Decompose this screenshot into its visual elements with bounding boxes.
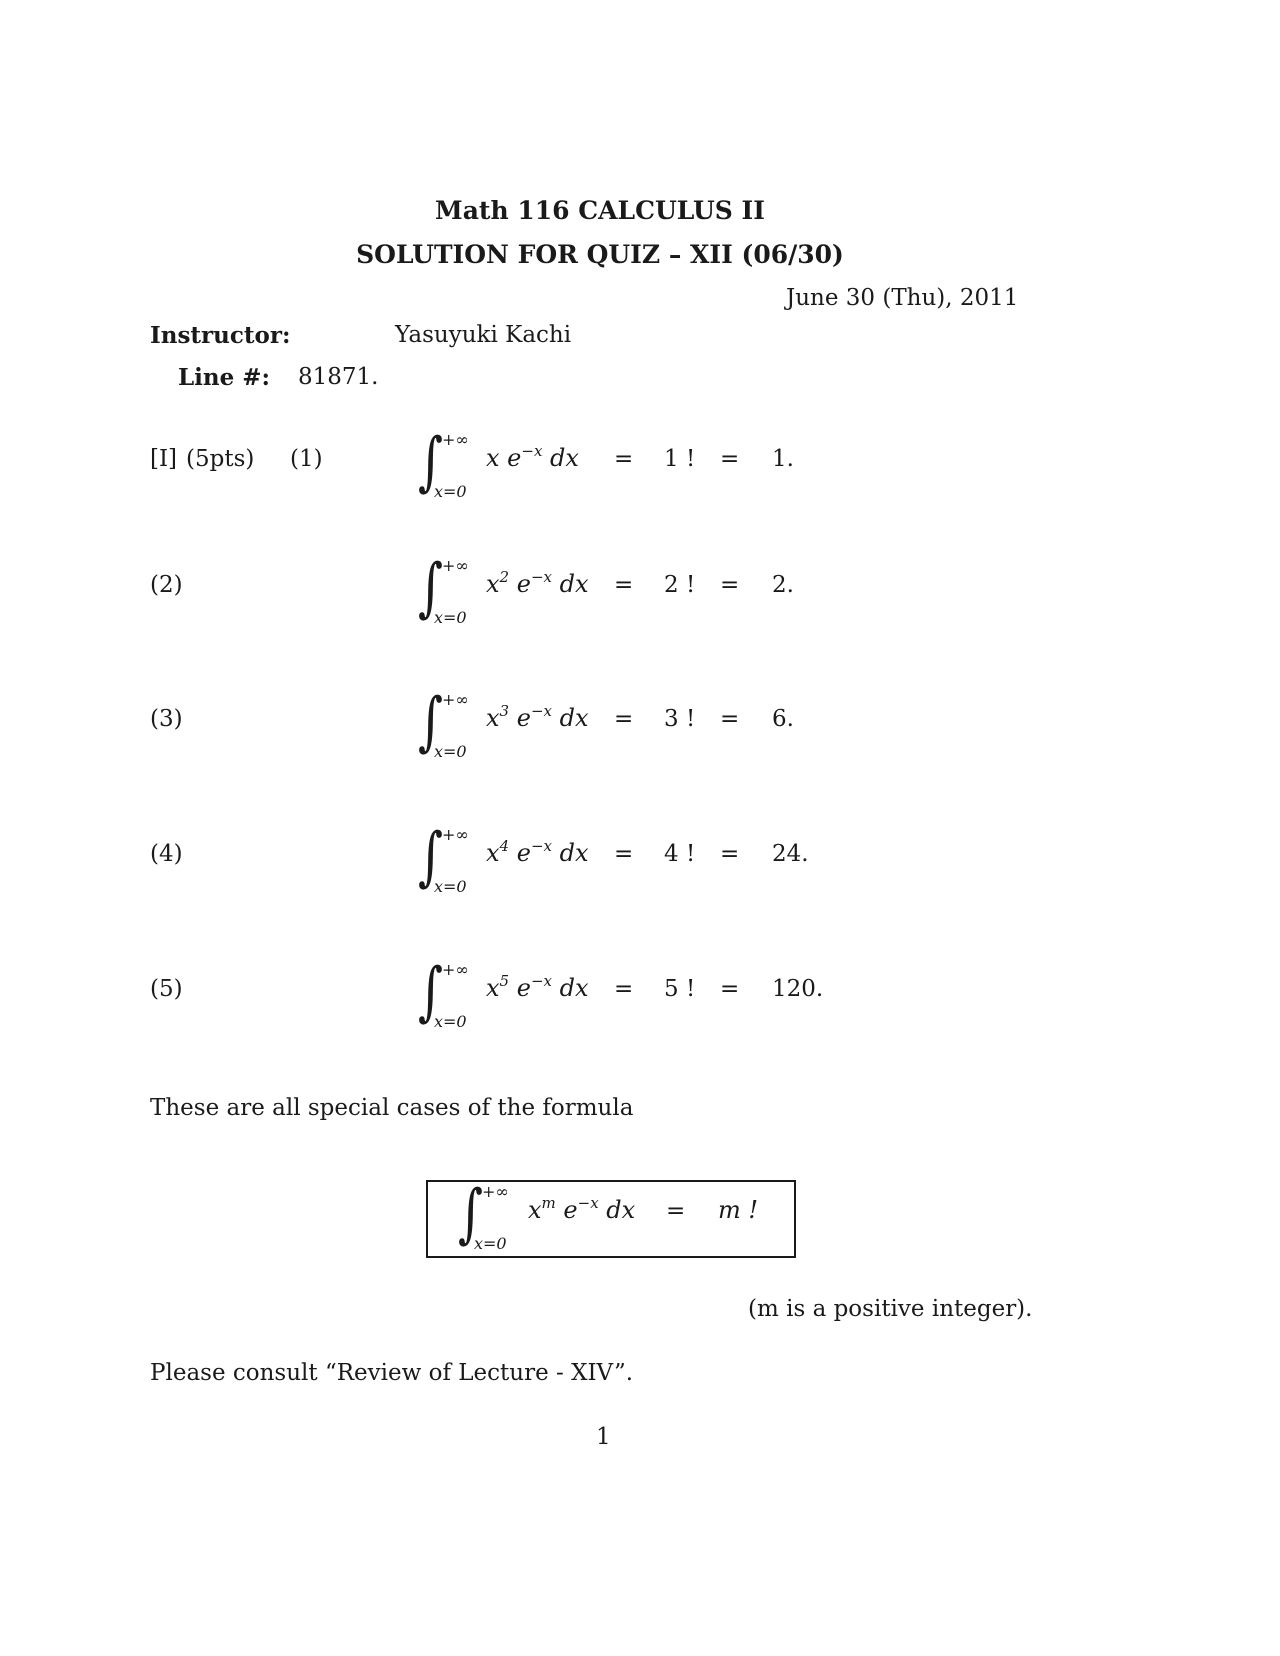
integral-sign: ∫ bbox=[418, 551, 444, 625]
formula-integral bbox=[458, 1177, 518, 1262]
integral bbox=[418, 685, 478, 770]
integral-sign: ∫ bbox=[418, 685, 444, 759]
integral bbox=[418, 425, 478, 510]
integrand: $x^4$ $e^{-x}$ dx bbox=[486, 837, 589, 867]
item-result: 2. bbox=[772, 572, 794, 598]
equals-sign: = bbox=[720, 841, 740, 867]
item-factorial: 3 ! bbox=[664, 706, 696, 732]
integral-lower-limit: x=0 bbox=[434, 1012, 467, 1031]
item-result: 24. bbox=[772, 841, 809, 867]
integral-upper-limit: +∞ bbox=[442, 690, 469, 709]
integral-lower-limit: x=0 bbox=[434, 608, 467, 627]
item-label: (2) bbox=[150, 572, 183, 598]
equals-sign: = bbox=[720, 976, 740, 1002]
line-value: 81871. bbox=[298, 364, 379, 390]
equals-sign: = bbox=[614, 446, 634, 472]
formula-integrand: $x^m$ $e^{-x}$ dx bbox=[528, 1194, 636, 1224]
integral-upper-limit: +∞ bbox=[442, 825, 469, 844]
equals-sign: = bbox=[614, 706, 634, 732]
integral-sign: ∫ bbox=[418, 425, 444, 499]
item-factorial: 4 ! bbox=[664, 841, 696, 867]
item-result: 6. bbox=[772, 706, 794, 732]
item-label: (4) bbox=[150, 841, 183, 867]
course-title: Math 116 CALCULUS II bbox=[435, 196, 765, 225]
item-factorial: 2 ! bbox=[664, 572, 696, 598]
integral-lower-limit: x=0 bbox=[434, 482, 467, 501]
item-label: (5) bbox=[150, 976, 183, 1002]
integrand-power: 5 bbox=[499, 972, 510, 990]
date: June 30 (Thu), 2011 bbox=[786, 285, 1019, 311]
equals-sign: = bbox=[720, 446, 740, 472]
item-factorial: 1 ! bbox=[664, 446, 696, 472]
item-result: 1. bbox=[772, 446, 794, 472]
instructor-label: Instructor: bbox=[150, 322, 291, 349]
equals-sign: = bbox=[614, 841, 634, 867]
item-factorial: 5 ! bbox=[664, 976, 696, 1002]
integral bbox=[418, 551, 478, 636]
formula-power: m bbox=[541, 1194, 556, 1212]
line-label: Line #: bbox=[178, 364, 271, 391]
problem-points: (5pts) bbox=[186, 446, 255, 472]
integral bbox=[418, 820, 478, 905]
integral-upper-limit: +∞ bbox=[482, 1182, 509, 1201]
integrand: $x^3$ $e^{-x}$ dx bbox=[486, 702, 589, 732]
integral bbox=[418, 955, 478, 1040]
integral-upper-limit: +∞ bbox=[442, 556, 469, 575]
integrand-power: 4 bbox=[499, 837, 510, 855]
integral-upper-limit: +∞ bbox=[442, 430, 469, 449]
formula-intro: These are all special cases of the formula bbox=[150, 1095, 634, 1121]
problem-number: [I] bbox=[150, 446, 178, 472]
integral-sign: ∫ bbox=[418, 955, 444, 1029]
integral-sign: ∫ bbox=[458, 1177, 484, 1251]
integrand: $x^2$ $e^{-x}$ dx bbox=[486, 568, 589, 598]
page-number: 1 bbox=[596, 1424, 611, 1450]
integral-upper-limit: +∞ bbox=[442, 960, 469, 979]
integral-lower-limit: x=0 bbox=[434, 877, 467, 896]
integrand: $x^5$ $e^{-x}$ dx bbox=[486, 972, 589, 1002]
integral-lower-limit: x=0 bbox=[474, 1234, 507, 1253]
integrand-power: 2 bbox=[499, 568, 510, 586]
equals-sign: = bbox=[720, 572, 740, 598]
item-result: 120. bbox=[772, 976, 824, 1002]
equals-sign: = bbox=[614, 976, 634, 1002]
formula-rhs: m ! bbox=[718, 1196, 759, 1224]
integrand-power: 3 bbox=[499, 702, 510, 720]
formula-equals: = bbox=[666, 1198, 686, 1224]
integral-sign: ∫ bbox=[418, 820, 444, 894]
item-label: (3) bbox=[150, 706, 183, 732]
integral-lower-limit: x=0 bbox=[434, 742, 467, 761]
equals-sign: = bbox=[720, 706, 740, 732]
formula-note: (m is a positive integer). bbox=[748, 1296, 1033, 1322]
consult-note: Please consult “Review of Lecture - XIV”. bbox=[150, 1360, 634, 1386]
equals-sign: = bbox=[614, 572, 634, 598]
integrand: x $e^{-x}$ dx bbox=[486, 442, 579, 472]
item-label: (1) bbox=[290, 446, 323, 472]
page-title: SOLUTION FOR QUIZ – XII (06/30) bbox=[356, 240, 844, 269]
instructor-name: Yasuyuki Kachi bbox=[395, 322, 572, 348]
